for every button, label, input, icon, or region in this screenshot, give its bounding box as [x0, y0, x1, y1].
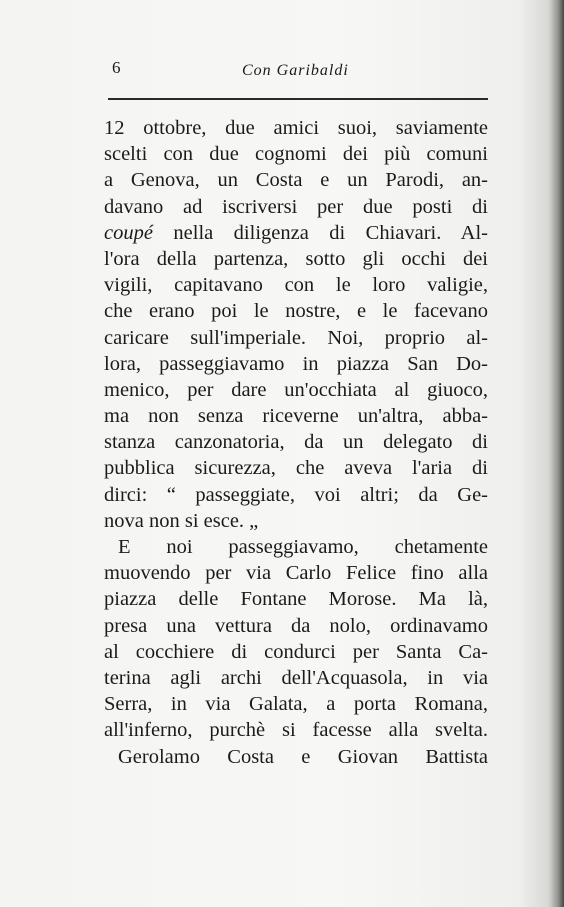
text-line: ma non senza riceverne un'altra, abba- [104, 405, 488, 428]
text-line: Serra, in via Galata, a porta Romana, [104, 693, 488, 716]
text-line: dirci: “ passeggiate, voi altri; da Ge- [104, 483, 488, 506]
text-line: vigili, capitavano con le loro valigie, [104, 274, 488, 297]
text-line: Gerolamo Costa e Giovan Battista [118, 745, 488, 768]
text-line: muovendo per via Carlo Felice fino alla [104, 562, 488, 585]
text-line: pubblica sicurezza, che aveva l'aria di [104, 457, 488, 480]
text-line: lora, passeggiavamo in piazza San Do- [104, 352, 488, 375]
text-line: 12 ottobre, due amici suoi, saviamente [104, 117, 488, 139]
italic-word: coupé [104, 221, 153, 244]
text-line: stanza canzonatoria, da un delegato di [104, 431, 488, 454]
text-line: a Genova, un Costa e un Parodi, an- [104, 169, 488, 192]
text-line: davano ad iscriversi per due posti di [104, 195, 488, 218]
text-line: menico, per dare un'occhiata al giuoco, [104, 378, 488, 401]
header-rule [108, 98, 488, 100]
text-line: E noi passeggiavamo, chetamente [118, 536, 488, 558]
text-line: nova non si esce. „ [104, 509, 259, 532]
text-line: presa una vettura da nolo, ordinavamo [104, 614, 488, 637]
page-number: 6 [112, 58, 121, 77]
text-line: che erano poi le nostre, e le facevano [104, 300, 488, 323]
text-line: al cocchiere di condurci per Santa Ca- [104, 640, 488, 663]
body-text [104, 115, 488, 770]
running-head [108, 58, 488, 88]
text-line: l'ora della partenza, sotto gli occhi dei [104, 247, 488, 270]
text-line: all'inferno, purchè si facesse alla svelta. [104, 719, 488, 742]
text-line: piazza delle Fontane Morose. Ma là, [104, 588, 488, 611]
page-edge-shadow [550, 0, 564, 907]
running-title: Con Garibaldi [242, 62, 349, 79]
text-line: coupé nella diligenza di Chiavari. Al- [104, 221, 488, 244]
text-line: caricare sull'imperiale. Noi, proprio al- [104, 326, 488, 349]
text-line: terina agli archi dell'Acquasola, in via [104, 666, 488, 689]
text-line: scelti con due cognomi dei più comuni [104, 143, 488, 166]
